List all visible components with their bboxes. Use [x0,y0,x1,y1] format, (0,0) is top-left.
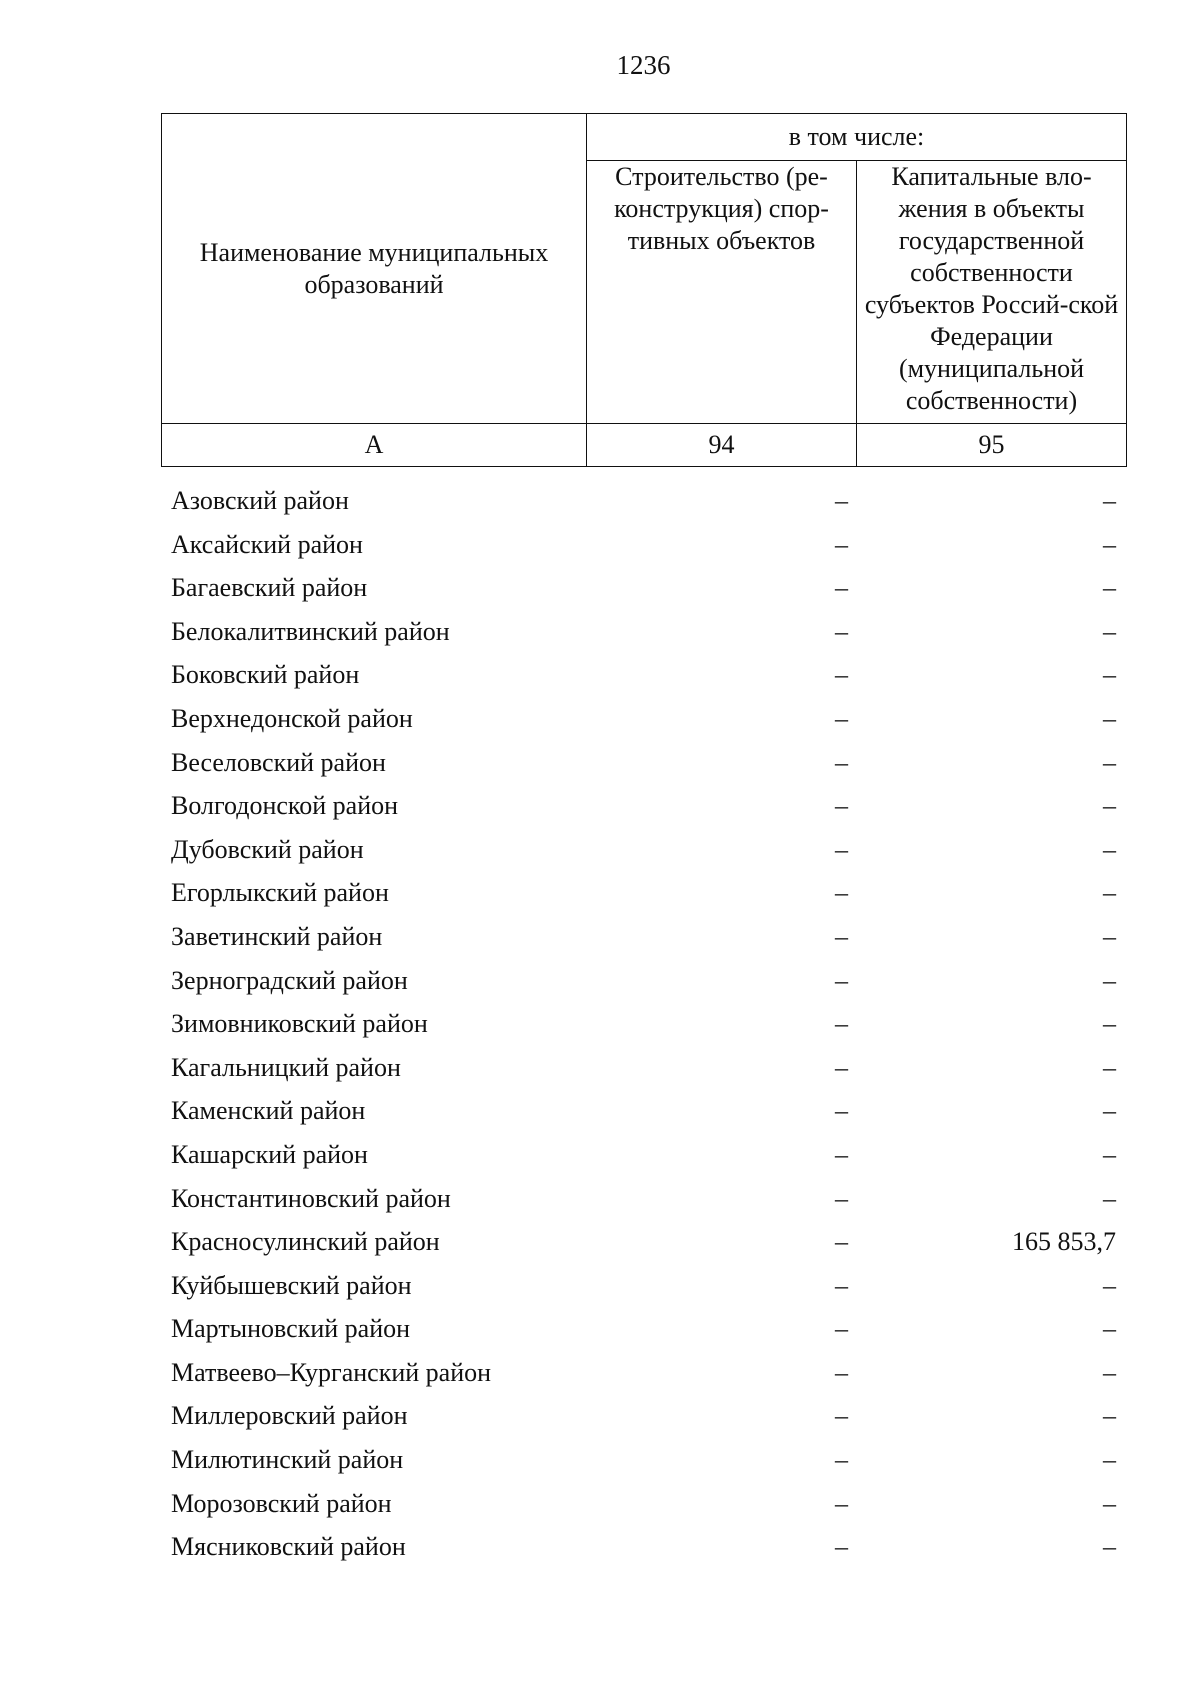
value-column-94: – [835,1009,848,1039]
value-column-94: – [835,1270,848,1300]
header-name-column [162,114,587,424]
table-row [161,1133,1126,1177]
value-column-95: – [1103,529,1116,559]
table-row [161,1525,1126,1569]
municipality-name: Егорлыкский район [171,878,389,908]
value-column-95: – [1103,616,1116,646]
table-row [161,959,1126,1003]
municipality-name: Боковский район [171,660,360,690]
value-column-95: – [1103,747,1116,777]
table-row [161,653,1126,697]
table-row [161,1438,1126,1482]
value-column-94: – [835,834,848,864]
value-column-95: – [1103,1532,1116,1562]
value-column-95: – [1103,486,1116,515]
municipality-name: Милютинский район [171,1445,404,1475]
table-header [161,113,1127,467]
table-row [161,1002,1126,1046]
table-row [161,610,1126,654]
value-column-95: – [1103,965,1116,995]
municipality-name: Заветинский район [171,921,383,951]
municipality-name: Зимовниковский район [171,1009,428,1039]
value-column-94: – [835,1052,848,1082]
value-column-94: – [835,1096,848,1126]
value-column-94: – [835,1139,848,1169]
municipality-name: Зерноградский район [171,965,408,995]
municipality-name: Веселовский район [171,747,386,777]
value-column-94: – [835,529,848,559]
municipality-name: Аксайский район [171,529,363,559]
value-column-95: – [1103,703,1116,733]
municipality-name: Константиновский район [171,1183,451,1213]
municipality-name: Кашарский район [171,1139,368,1169]
municipality-name: Матвеево–Курганский район [171,1357,492,1387]
value-column-94: – [835,1357,848,1387]
value-column-95: – [1103,1096,1116,1126]
municipality-name: Морозовский район [171,1488,392,1518]
table-row [161,697,1126,741]
value-column-95: – [1103,1009,1116,1039]
municipality-name: Миллеровский район [171,1401,408,1431]
value-column-94: – [835,1314,848,1344]
municipality-name: Красносулинский район [171,1227,440,1257]
municipality-name: Кагальницкий район [171,1052,401,1082]
value-column-95: – [1103,660,1116,690]
header-column-94 [587,161,857,424]
value-column-95: – [1103,878,1116,908]
table-row [161,1307,1126,1351]
municipality-name: Азовский район [171,486,349,515]
value-column-94: – [835,1227,848,1257]
header-including: в том числе: [587,114,1127,161]
value-column-94: – [835,616,848,646]
value-column-95: – [1103,921,1116,951]
municipality-name: Куйбышевский район [171,1270,412,1300]
value-column-95: – [1103,1052,1116,1082]
header-column-95-label: Капитальные вло-жения в объекты государственной собственности субъектов Россий-ской Федерации (муниципальной собственности) [864,162,1119,415]
table-row [161,1394,1126,1438]
value-column-95: – [1103,1270,1116,1300]
value-column-94: – [835,965,848,995]
value-column-94: – [835,1445,848,1475]
value-column-95: – [1103,1183,1116,1213]
municipality-name: Багаевский район [171,573,368,603]
value-column-94: – [835,1488,848,1518]
value-column-94: – [835,1183,848,1213]
table-row [161,1351,1126,1395]
table-row [161,523,1126,567]
value-column-94: – [835,660,848,690]
value-column-95: – [1103,1401,1116,1431]
value-column-95: – [1103,1445,1116,1475]
table-row [161,1177,1126,1221]
value-column-95: – [1103,573,1116,603]
municipality-name: Дубовский район [171,834,364,864]
value-column-95: – [1103,791,1116,821]
value-column-95: – [1103,1139,1116,1169]
table-row [161,566,1126,610]
municipality-name: Мясниковский район [171,1532,406,1562]
table-row [161,1046,1126,1090]
value-column-95: 165 853,7 [1012,1227,1116,1257]
value-column-94: – [835,573,848,603]
value-column-94: – [835,878,848,908]
table-row [161,1264,1126,1308]
table-row [161,915,1126,959]
value-column-95: – [1103,1314,1116,1344]
value-column-94: – [835,747,848,777]
value-column-94: – [835,703,848,733]
table-row [161,871,1126,915]
municipality-name: Волгодонской район [171,791,399,821]
municipality-name: Мартыновский район [171,1314,411,1344]
header-column-94-label: Строительство (ре-конструкция) спор-тивных объектов [614,162,829,255]
municipality-name: Белокалитвинский район [171,616,450,646]
page-number: 1236 [616,50,671,80]
header-number-94: 94 [587,424,857,467]
table-row [161,784,1126,828]
table-row [161,828,1126,872]
value-column-95: – [1103,1488,1116,1518]
table-row [161,741,1126,785]
value-column-94: – [835,791,848,821]
header-column-95 [857,161,1127,424]
municipality-name: Верхнедонской район [171,703,413,733]
value-column-94: – [835,486,848,515]
value-column-95: – [1103,1357,1116,1387]
header-number-a: А [162,424,587,467]
municipality-name: Каменский район [171,1096,366,1126]
value-column-94: – [835,921,848,951]
value-column-95: – [1103,834,1116,864]
table-row [161,479,1126,523]
table-row [161,1482,1126,1526]
table-body [161,479,1126,1569]
header-number-95: 95 [857,424,1127,467]
table-row [161,1089,1126,1133]
value-column-94: – [835,1401,848,1431]
value-column-94: – [835,1532,848,1562]
header-name-label: Наименование муниципальных образований [199,237,549,299]
table-row [161,1220,1126,1264]
